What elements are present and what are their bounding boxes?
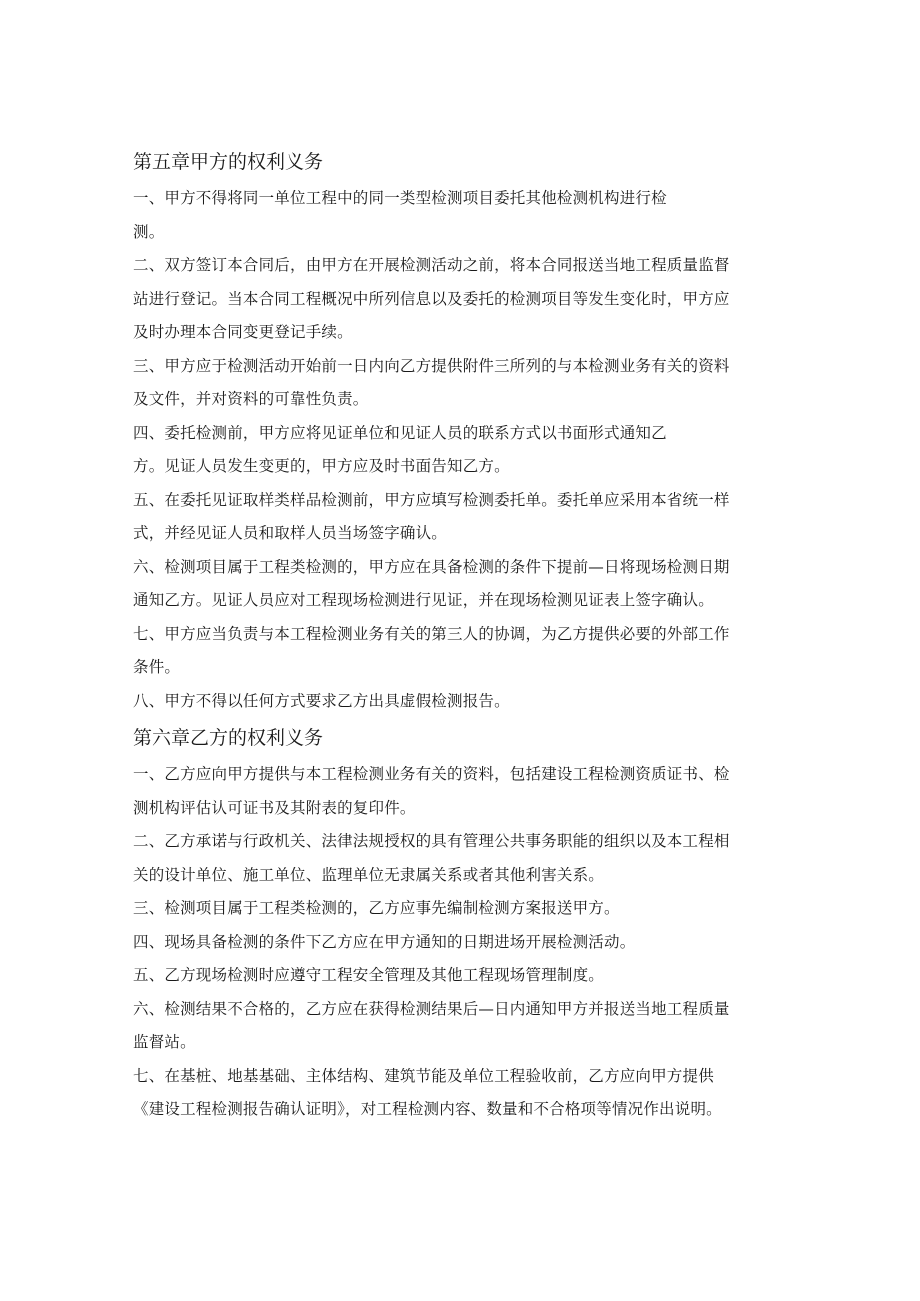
text-line: 五、乙方现场检测时应遵守工程安全管理及其他工程现场管理制度。 <box>133 966 605 984</box>
text-line: 二、乙方承诺与行政机关、法律法规授权的具有管理公共事务职能的组织以及本工程相 <box>133 832 730 850</box>
text-line: 条件。 <box>133 658 181 676</box>
text-line: 通知乙方。见证人员应对工程现场检测进行见证，并在现场检测见证表上签字确认。 <box>133 591 714 609</box>
text-line: 方。见证人员发生变更的，甲方应及时书面告知乙方。 <box>133 457 510 475</box>
section-chapter-5 <box>133 148 793 718</box>
text-line: 六、检测结果不合格的，乙方应在获得检测结果后—日内通知甲方并报送当地工程质量 <box>133 999 730 1018</box>
text-line: 测。 <box>133 222 165 241</box>
text-line: 站进行登记。当本合同工程概况中所列信息以及委托的检测项目等发生变化时，甲方应 <box>133 289 730 308</box>
text-line: 三、检测项目属于工程类检测的，乙方应事先编制检测方案报送甲方。 <box>133 899 620 917</box>
chapter-heading: 第六章乙方的权利义务 <box>133 727 324 749</box>
text-line: 七、甲方应当负责与本工程检测业务有关的第三人的协调，为乙方提供必要的外部工作 <box>133 624 730 643</box>
document-page <box>133 148 793 1127</box>
text-line: 二、双方签订本合同后，由甲方在开展检测活动之前，将本合同报送当地工程质量监督 <box>133 256 730 274</box>
text-line: 测机构评估认可证书及其附表的复印件。 <box>133 798 416 817</box>
text-line: 四、现场具备检测的条件下乙方应在甲方通知的日期进场开展检测活动。 <box>133 932 636 951</box>
text-line: 及时办理本合同变更登记手续。 <box>133 323 353 341</box>
text-line: 《建设工程检测报告确认证明》，对工程检测内容、数量和不合格项等情况作出说明。 <box>133 1100 722 1118</box>
text-line: 及文件，并对资料的可靠性负责。 <box>133 390 369 408</box>
text-line: 八、甲方不得以任何方式要求乙方出具虚假检测报告。 <box>133 691 510 710</box>
text-line: 三、甲方应于检测活动开始前一日内向乙方提供附件三所列的与本检测业务有关的资料 <box>133 356 730 375</box>
text-line: 七、在基桩、地基基础、主体结构、建筑节能及单位工程验收前，乙方应向甲方提供 <box>133 1066 714 1085</box>
text-line: 式，并经见证人员和取样人员当场签字确认。 <box>133 524 448 542</box>
chapter-heading: 第五章甲方的权利义务 <box>133 151 324 173</box>
text-line: 监督站。 <box>133 1033 196 1051</box>
text-line: 五、在委托见证取样类样品检测前，甲方应填写检测委托单。委托单应采用本省统一样 <box>133 490 730 509</box>
text-line: 六、检测项目属于工程类检测的，甲方应在具备检测的条件下提前—日将现场检测日期 <box>133 557 730 576</box>
text-line: 四、委托检测前，甲方应将见证单位和见证人员的联系方式以书面形式通知乙 <box>133 423 667 442</box>
section-chapter-6 <box>133 724 793 1127</box>
text-line: 关的设计单位、施工单位、监理单位无隶属关系或者其他利害关系。 <box>133 865 605 884</box>
text-line: 一、乙方应向甲方提供与本工程检测业务有关的资料，包括建设工程检测资质证书、检 <box>133 765 730 783</box>
text-line: 一、甲方不得将同一单位工程中的同一类型检测项目委托其他检测机构进行检 <box>133 189 667 207</box>
